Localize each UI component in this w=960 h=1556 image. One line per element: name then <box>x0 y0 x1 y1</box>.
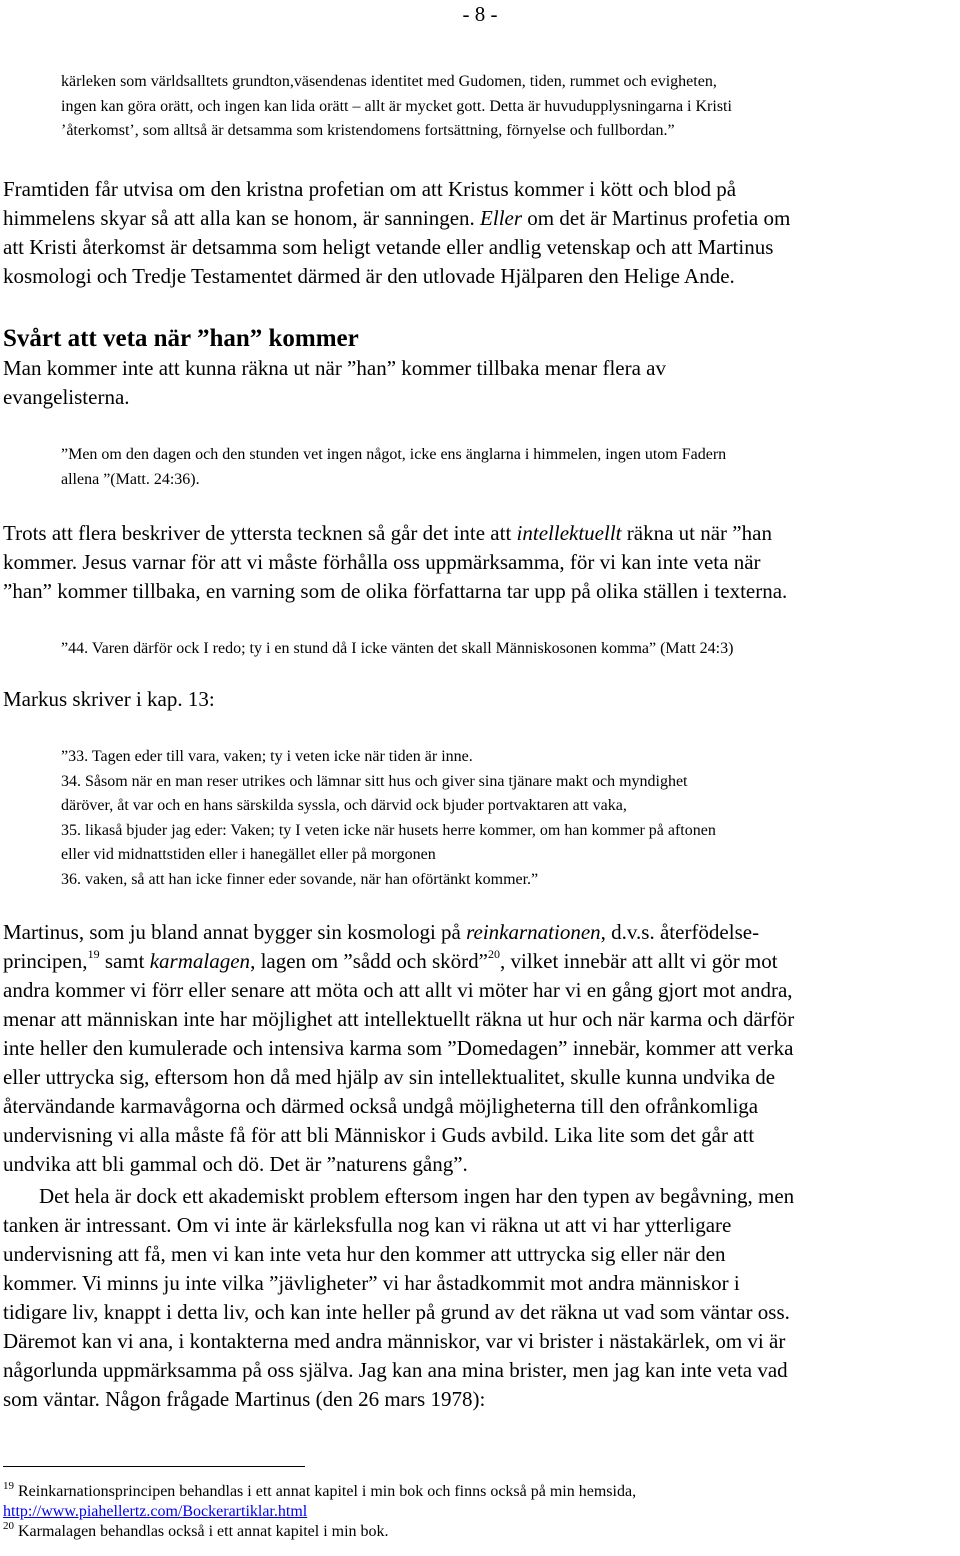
quote-line: ingen kan göra orätt, och ingen kan lida orätt – allt är mycket gott. Detta är huvudupplysningarna i Kristi <box>61 97 732 115</box>
paragraph-2 <box>3 354 958 412</box>
quote-block-2 <box>3 443 960 492</box>
paragraph-3 <box>3 519 958 606</box>
footnote-20: $^{20}$ Karmalagen behandlas också i ett annat kapitel i min bok. <box>3 1520 389 1540</box>
emphasis: intellektuellt <box>516 521 622 545</box>
text-line: principen,$^{19}$ samt karmalagen, lagen om ”sådd och skörd”$^{20}$, vilket innebär att allt vi gör mot <box>3 947 778 973</box>
text-line: tanken är intressant. Om vi inte är kärleksfulla nog kan vi räkna ut att vi har ytterligare <box>3 1213 732 1237</box>
footnote-19-link-line <box>3 1502 958 1522</box>
quote-line: ”33. Tagen eder till vara, vaken; ty i veten icke när tiden är inne. <box>61 748 473 765</box>
text-line: himmelens skyar så att alla kan se honom, är sanningen. Eller om det är Martinus profetia om <box>3 206 791 230</box>
page-number: - 8 - <box>462 2 498 26</box>
text-line: kosmologi och Tredje Testamentet därmed är den utlovade Hjälparen den Helige Ande. <box>3 264 735 288</box>
text-line: menar att människan inte har möjlighet att intellektuellt räkna ut hur och när karma och därför <box>3 1007 795 1031</box>
text-line: återvändande karmavågorna och därmed också undgå möjligheterna till den ofrånkomliga <box>3 1094 759 1118</box>
quote-line: allena ”(Matt. 24:36). <box>61 470 200 488</box>
text-line: tidigare liv, knappt i detta liv, och kan inte heller på grund av det räkna ut vad som väntar oss. <box>3 1300 790 1324</box>
quote-line: 34. Såsom när en man reser utrikes och lämnar sitt hus och giver sina tjänare makt och myndighet <box>61 772 688 790</box>
footnotes <box>3 1482 958 1542</box>
text-line: kommer. Jesus varnar för att vi måste förhålla oss uppmärksamma, för vi kan inte veta när <box>3 550 761 574</box>
quote-line: eller vid midnattstiden eller i hanegället eller på morgonen <box>61 846 436 863</box>
homepage-link[interactable]: http://www.piahellertz.com/Bockerartiklar.html <box>3 1503 308 1520</box>
text-line: ”han” kommer tillbaka, en varning som de olika författarna tar upp på olika ställen i texterna. <box>3 579 788 603</box>
text-line: någorlunda uppmärksamma på oss själva. Jag kan ana mina brister, men jag kan inte veta vad <box>3 1358 788 1382</box>
paragraph-5 <box>3 918 958 1179</box>
quote-line: däröver, åt var och en hans särskilda syssla, och därvid ock bjuder portvaktaren att vaka, <box>61 797 627 814</box>
quote-line: kärleken som världsalltets grundton,väsendenas identitet med Gudomen, tiden, rummet och evigheten, <box>61 73 717 90</box>
quote-line: ”Men om den dagen och den stunden vet ingen något, icke ens änglarna i himmelen, ingen utom Fadern <box>61 446 727 463</box>
quote-block-3: ”44. Varen därför ock I redo; ty i en stund då I icke vänten det skall Människosonen komma” (Matt 24:3) <box>61 640 734 657</box>
quote-line: ’återkomst’, som alltså är detsamma som kristendomens fortsättning, förnyelse och fullbordan.” <box>61 122 675 139</box>
footnote-19: $^{19}$ Reinkarnationsprincipen behandlas i ett annat kapitel i min bok och finns också på min hemsida, <box>3 1480 637 1500</box>
text-line: eller uttrycka sig, eftersom hon då med hjälp av sin intellektualitet, skulle kunna undvika de <box>3 1065 776 1089</box>
text-line: evangelisterna. <box>3 385 130 409</box>
paragraph-6 <box>3 1182 958 1414</box>
text-line: undervisning vi alla måste få för att bli Människor i Guds avbild. Lika lite som det går att <box>3 1123 755 1147</box>
text-line: undervisning att få, men vi kan inte veta hur den kommer att uttrycka sig eller när den <box>3 1242 726 1266</box>
text-line: att Kristi återkomst är detsamma som heligt vetande eller andlig vetenskap och att Martinus <box>3 235 774 259</box>
quote-line: 36. vaken, så att han icke finner eder sovande, när han oförtänkt kommer.” <box>61 870 539 888</box>
quote-line: 35. likaså bjuder jag eder: Vaken; ty I veten icke när husets herre kommer, om han kommer på aftonen <box>61 821 716 839</box>
paragraph-4: Markus skriver i kap. 13: <box>3 687 215 711</box>
text-line: Martinus, som ju bland annat bygger sin kosmologi på reinkarnationen, d.v.s. återfödelse- <box>3 920 760 944</box>
text-line: kommer. Vi minns ju inte vilka ”jävligheter” vi har åstadkommit mot andra människor i <box>3 1271 740 1295</box>
paragraph-1 <box>3 175 958 291</box>
emphasis: reinkarnationen <box>466 920 601 944</box>
text-line: andra kommer vi förr eller senare att möta och att allt vi möter har vi en gång gjort mot andra, <box>3 978 793 1002</box>
text-line: Däremot kan vi ana, i kontakterna med andra människor, var vi brister i nästakärlek, om vi är <box>3 1329 786 1353</box>
footnote-ref-20[interactable]: 20 <box>488 947 500 961</box>
footnote-separator <box>3 1466 305 1467</box>
text-line: undvika att bli gammal och dö. Det är ”naturens gång”. <box>3 1152 468 1176</box>
text-line: Framtiden får utvisa om den kristna profetian om att Kristus kommer i kött och blod på <box>3 177 737 201</box>
text-line: Man kommer inte att kunna räkna ut när ”han” kommer tillbaka menar flera av <box>3 356 666 380</box>
text-line: inte heller den kumulerade och intensiva karma som ”Domedagen” innebär, kommer att verka <box>3 1036 794 1060</box>
emphasis: Eller <box>480 206 523 230</box>
text-line: Trots att flera beskriver de yttersta tecknen så går det inte att intellektuellt räkna ut när ”han <box>3 521 772 545</box>
quote-block-1 <box>3 70 960 144</box>
section-heading: Svårt att veta när ”han” kommer <box>3 325 359 352</box>
footnote-ref-19[interactable]: 19 <box>87 947 100 961</box>
quote-block-4 <box>3 745 960 892</box>
text-line: Det hela är dock ett akademiskt problem eftersom ingen har den typen av begåvning, men <box>39 1184 795 1208</box>
text-line: som väntar. Någon frågade Martinus (den 26 mars 1978): <box>3 1387 486 1411</box>
emphasis: karmalagen <box>149 949 251 973</box>
